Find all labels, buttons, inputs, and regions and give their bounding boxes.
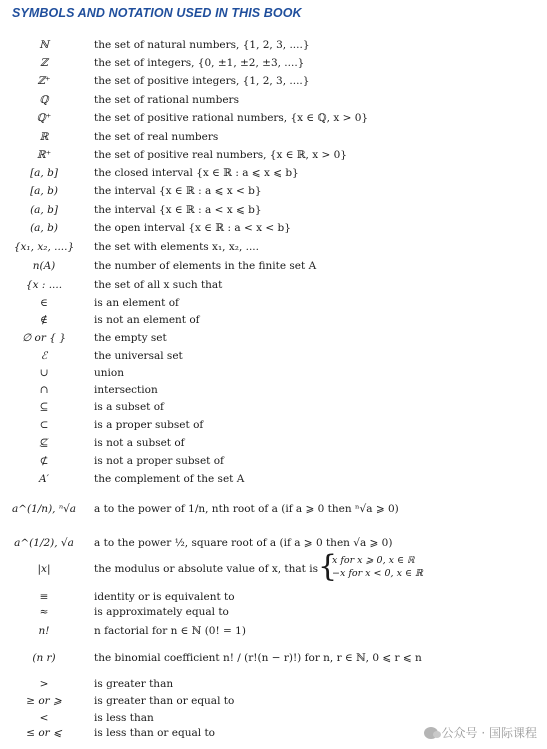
notation-definition: the interval {x ∈ ℝ : a < x ⩽ b} (94, 204, 262, 216)
notation-definition: the binomial coefficient n! / (r!(n − r)!) for n, r ∈ ℕ, 0 ⩽ r ⩽ n (94, 652, 422, 664)
notation-symbol: ≈ (39, 606, 49, 618)
notation-symbol: ≥ or ⩾ (26, 695, 62, 707)
watermark-text: 公众号 · 国际课程 (441, 726, 537, 740)
notation-symbol: |x| (37, 563, 51, 575)
notation-definition: n factorial for n ∈ ℕ (0! = 1) (94, 625, 246, 637)
notation-definition: the number of elements in the finite set A (94, 260, 317, 272)
notation-symbol: ⊈ (39, 437, 49, 449)
notation-symbol: [a, b) (30, 185, 58, 197)
wechat-icon (424, 727, 438, 739)
notation-definition: a to the power of 1/n, nth root of a (if a ⩾ 0 then ⁿ√a ⩾ 0) (94, 503, 399, 515)
notation-definition: the set of positive rational numbers, {x ∈ ℚ, x > 0} (94, 112, 369, 124)
notation-definition: is greater than (94, 678, 174, 690)
notation-symbol: ℤ⁺ (37, 75, 51, 87)
notation-definition: the interval {x ∈ ℝ : a ⩽ x < b} (94, 185, 262, 197)
notation-symbol: ≤ or ⩽ (26, 727, 62, 739)
page-title: SYMBOLS AND NOTATION USED IN THIS BOOK (12, 6, 302, 20)
notation-symbol: ℝ⁺ (36, 149, 52, 161)
notation-symbol: [a, b] (30, 167, 58, 179)
notation-symbol: ℚ (39, 94, 49, 106)
notation-symbol: ∅ or { } (22, 332, 66, 344)
notation-definition: the set of real numbers (94, 131, 219, 143)
notation-definition: union (94, 367, 124, 379)
notation-definition: the empty set (94, 332, 167, 344)
notation-symbol: < (39, 712, 49, 724)
notation-symbol: n! (38, 625, 50, 637)
notation-symbol: ∉ (40, 314, 48, 326)
notation-symbol: A′ (39, 473, 49, 485)
notation-symbol: ℤ (40, 57, 48, 69)
notation-definition: the set of natural numbers, {1, 2, 3, ....} (94, 39, 310, 51)
notation-symbol: (a, b) (30, 222, 58, 234)
notation-symbol: a^(1/2), √a (14, 537, 74, 549)
notation-definition: the set of all x such that (94, 279, 223, 291)
notation-definition: is not an element of (94, 314, 200, 326)
notation-definition: the set of positive integers, {1, 2, 3, ....} (94, 75, 310, 87)
brace: { (318, 549, 338, 584)
piecewise-case: x for x ⩾ 0, x ∈ ℝ (332, 555, 415, 566)
notation-definition: is approximately equal to (94, 606, 229, 618)
notation-definition: the set of integers, {0, ±1, ±2, ±3, ....} (94, 57, 305, 69)
notation-symbol: ≡ (39, 591, 49, 603)
notation-definition: a to the power ½, square root of a (if a ⩾ 0 then √a ⩾ 0) (94, 537, 393, 549)
notation-definition: the set with elements x₁, x₂, .... (94, 241, 259, 253)
piecewise-cases (318, 549, 458, 584)
piecewise-case: −x for x < 0, x ∈ ℝ (332, 568, 423, 579)
notation-definition: is greater than or equal to (94, 695, 235, 707)
notation-symbol: a^(1/n), ⁿ√a (11, 503, 77, 515)
notation-symbol: ∈ (40, 297, 48, 309)
notation-symbol: > (39, 678, 49, 690)
notation-definition: is less than (94, 712, 154, 724)
notation-symbol: ⊂ (39, 419, 49, 431)
notation-symbol: ℕ (39, 39, 49, 51)
notation-definition: is a subset of (94, 401, 164, 413)
notation-symbol: (a, b] (30, 204, 58, 216)
notation-symbol: ℝ (39, 131, 49, 143)
notation-definition: the set of positive real numbers, {x ∈ ℝ, x > 0} (94, 149, 347, 161)
notation-definition: the open interval {x ∈ ℝ : a < x < b} (94, 222, 291, 234)
notation-symbol: n(A) (32, 260, 56, 272)
notation-definition: the universal set (94, 350, 183, 362)
notation-definition: is an element of (94, 297, 179, 309)
notation-definition: is not a proper subset of (94, 455, 224, 467)
notation-symbol: ⊄ (39, 455, 49, 467)
notation-symbol: {x₁, x₂, ....} (13, 241, 75, 253)
notation-symbol: ∩ (39, 384, 49, 396)
notation-definition: is not a subset of (94, 437, 185, 449)
notation-symbol: ∪ (39, 367, 49, 379)
notation-symbol: ℰ (40, 350, 48, 362)
notation-symbol: ℚ⁺ (36, 112, 52, 124)
notation-symbol: (n r) (32, 652, 56, 664)
notation-definition: the complement of the set A (94, 473, 245, 485)
notation-definition: the closed interval {x ∈ ℝ : a ⩽ x ⩽ b} (94, 167, 299, 179)
notation-definition: is less than or equal to (94, 727, 215, 739)
notation-symbol: ⊆ (39, 401, 49, 413)
notation-definition: is a proper subset of (94, 419, 204, 431)
notation-symbol: {x : .... (25, 279, 63, 291)
notation-definition: the set of rational numbers (94, 94, 239, 106)
notation-definition: identity or is equivalent to (94, 591, 235, 603)
notation-definition: intersection (94, 384, 158, 396)
watermark (424, 724, 537, 741)
notation-definition: the modulus or absolute value of x, that is (94, 563, 318, 575)
